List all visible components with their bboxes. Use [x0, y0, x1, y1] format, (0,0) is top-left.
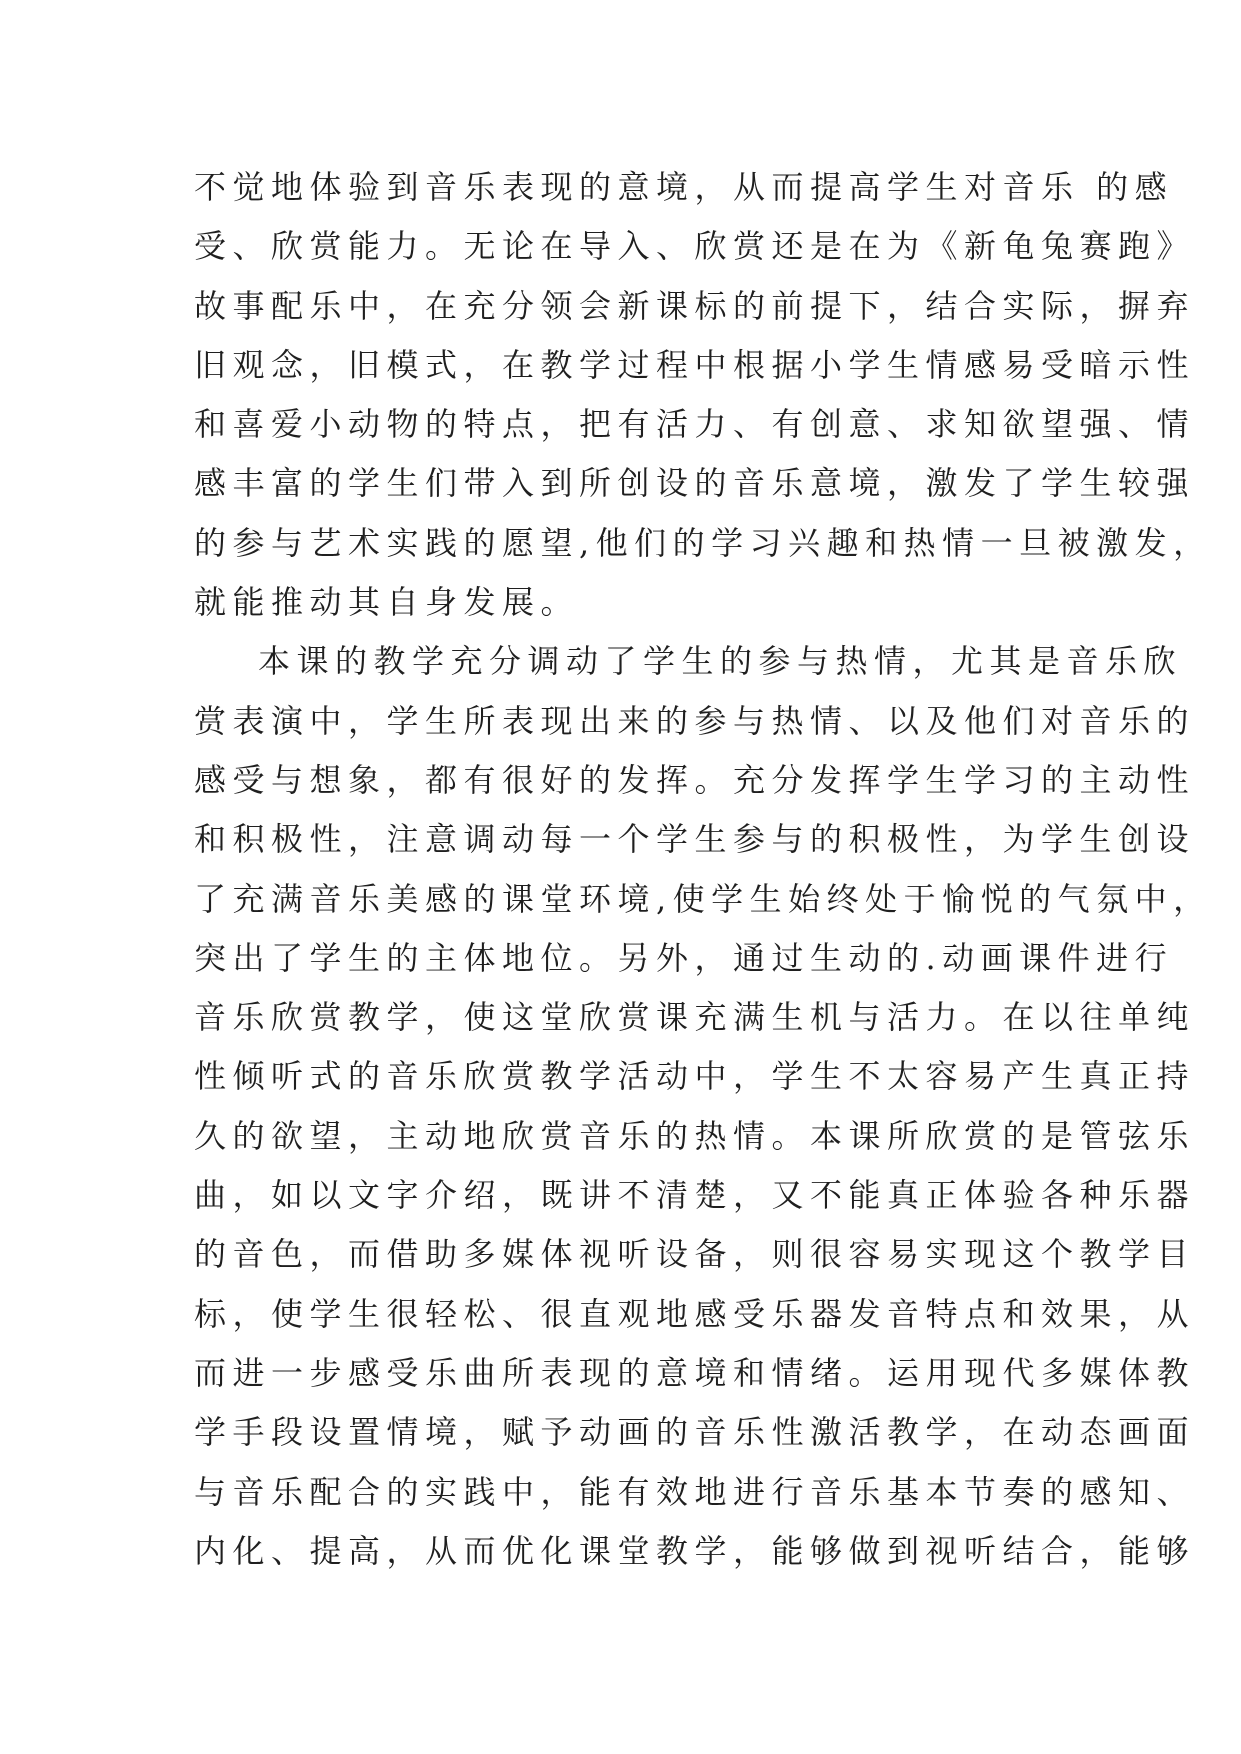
- text-line: 感受与想象，都有很好的发挥。充分发挥学生学习的主动性: [194, 760, 1196, 799]
- text-line: 标，使学生很轻松、很直观地感受乐器发音特点和效果，从: [194, 1294, 1196, 1333]
- text-line: 不觉地体验到音乐表现的意境，从而提高学生对音乐 的感: [194, 168, 1174, 206]
- text-line: 就能推动其自身发展。: [194, 583, 580, 622]
- text-line: 的音色，而借助多媒体视听设备，则很容易实现这个教学目: [194, 1235, 1196, 1274]
- text-line: 感丰富的学生们带入到所创设的音乐意境，激发了学生较强: [194, 464, 1196, 503]
- text-line: 内化、提高，从而优化课堂教学，能够做到视听结合，能够: [194, 1531, 1196, 1570]
- text-line: 与音乐配合的实践中，能有效地进行音乐基本节奏的感知、: [194, 1472, 1196, 1511]
- text-line: 本课的教学充分调动了学生的参与热情，尤其是音乐欣: [258, 642, 1183, 681]
- text-line: 学手段设置情境，赋予动画的音乐性激活教学，在动态画面: [194, 1413, 1196, 1452]
- text-line: 旧观念，旧模式，在教学过程中根据小学生情感易受暗示性: [194, 345, 1196, 384]
- body-text: [194, 158, 1212, 1581]
- text-line: 突出了学生的主体地位。另外，通过生动的.动画课件进行: [194, 938, 1174, 977]
- text-line: 而进一步感受乐曲所表现的意境和情绪。运用现代多媒体教: [194, 1353, 1196, 1392]
- text-line: 久的欲望，主动地欣赏音乐的热情。本课所欣赏的是管弦乐: [194, 1116, 1196, 1155]
- text-line: 了充满音乐美感的课堂环境,使学生始终处于愉悦的气氛中，: [194, 879, 1212, 918]
- paragraph: [194, 158, 1212, 632]
- text-line: 性倾听式的音乐欣赏教学活动中，学生不太容易产生真正持: [194, 1057, 1196, 1096]
- text-line: 的参与艺术实践的愿望,他们的学习兴趣和热情一旦被激发，: [194, 523, 1212, 562]
- text-line: 赏表演中，学生所表现出来的参与热情、以及他们对音乐的: [194, 701, 1196, 740]
- text-line: 受、欣赏能力。无论在导入、欣赏还是在为《新龟兔赛跑》: [194, 227, 1196, 266]
- text-line: 音乐欣赏教学，使这堂欣赏课充满生机与活力。在以往单纯: [194, 998, 1196, 1037]
- text-line: 曲，如以文字介绍，既讲不清楚，又不能真正体验各种乐器: [194, 1176, 1196, 1215]
- paragraph: [194, 632, 1212, 1581]
- text-line: 和喜爱小动物的特点，把有活力、有创意、求知欲望强、情: [194, 405, 1196, 444]
- text-line: 故事配乐中，在充分领会新课标的前提下，结合实际，摒弃: [194, 286, 1196, 325]
- text-line: 和积极性，注意调动每一个学生参与的积极性，为学生创设: [194, 820, 1196, 859]
